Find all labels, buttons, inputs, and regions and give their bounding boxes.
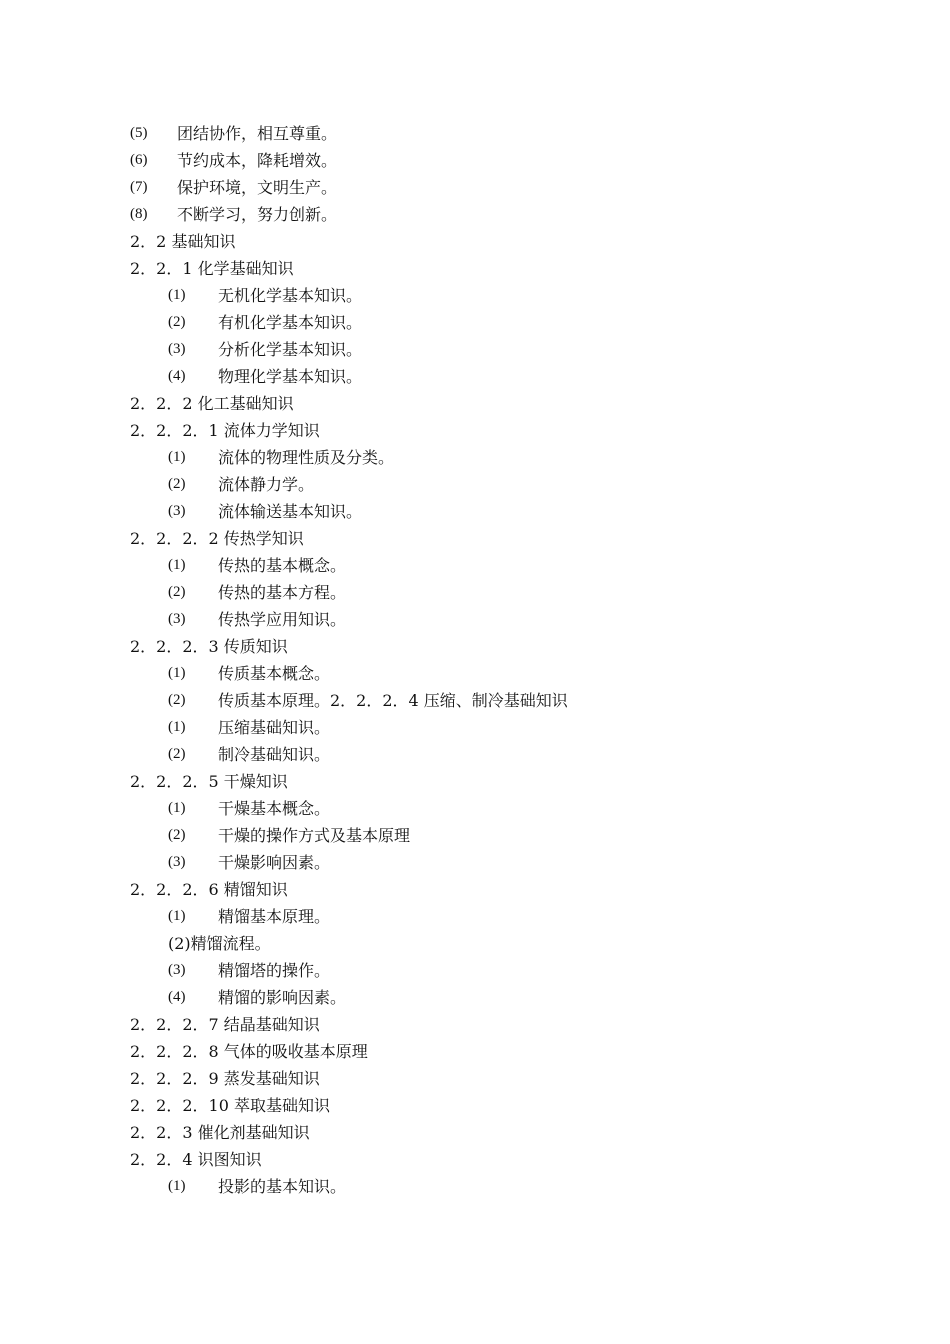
- list-item-text: 精馏基本原理。: [218, 907, 331, 926]
- list-item: [0, 606, 950, 633]
- list-item: [0, 282, 950, 309]
- list-item-number: (1): [168, 719, 186, 735]
- list-item-text: 分析化学基本知识。: [218, 340, 363, 359]
- list-item: [0, 1173, 950, 1200]
- list-item-number: (1): [168, 908, 186, 924]
- list-item-text: 精馏的影响因素。: [218, 988, 347, 1007]
- list-item-number: (4): [168, 368, 186, 384]
- list-item-text: 压缩基础知识。: [218, 718, 331, 737]
- list-item-text: 节约成本，降耗增效。: [177, 151, 338, 170]
- list-item-text: 传热的基本概念。: [218, 556, 347, 575]
- list-item-number: (6): [130, 152, 148, 168]
- section-heading: 2．2．3 催化剂基础知识: [130, 1123, 310, 1142]
- list-item: [0, 363, 950, 390]
- list-item: [0, 687, 950, 714]
- list-item-number: (1): [168, 665, 186, 681]
- list-item-text: 保护环境，文明生产。: [177, 178, 338, 197]
- section-heading: 2．2 基础知识: [130, 232, 236, 251]
- document-page: [0, 120, 950, 1200]
- list-item-number: (3): [168, 611, 186, 627]
- list-item: [0, 903, 950, 930]
- list-item-text: 制冷基础知识。: [218, 745, 331, 764]
- list-item: [0, 741, 950, 768]
- section-heading: 2．2．4 识图知识: [130, 1150, 262, 1169]
- list-item: [0, 849, 950, 876]
- section-heading: 2．2．2．9 蒸发基础知识: [130, 1069, 320, 1088]
- list-item: (2)精馏流程。: [168, 934, 271, 953]
- list-item: [0, 957, 950, 984]
- list-item: [0, 444, 950, 471]
- section-heading: 2．2．2．3 传质知识: [130, 637, 288, 656]
- list-item: [0, 174, 950, 201]
- list-item-number: (5): [130, 125, 148, 141]
- list-item-number: (1): [168, 557, 186, 573]
- list-item-text: 流体输送基本知识。: [218, 502, 363, 521]
- list-item: [0, 552, 950, 579]
- list-item-text: 干燥影响因素。: [218, 853, 331, 872]
- section-heading: 2．2．2．5 干燥知识: [130, 772, 288, 791]
- list-item-number: (2): [168, 314, 186, 330]
- section-heading: 2．2．2．6 精馏知识: [130, 880, 288, 899]
- list-item: [0, 120, 950, 147]
- list-item: [0, 822, 950, 849]
- list-item-number: (2): [168, 827, 186, 843]
- list-item-text: 传热的基本方程。: [218, 583, 347, 602]
- list-item-text: 有机化学基本知识。: [218, 313, 363, 332]
- list-item-text: 精馏塔的操作。: [218, 961, 331, 980]
- list-item-text: 传质基本概念。: [218, 664, 331, 683]
- section-heading: 2．2．2 化工基础知识: [130, 394, 294, 413]
- list-item-text: 干燥的操作方式及基本原理: [218, 826, 411, 845]
- list-item: [0, 147, 950, 174]
- list-item-number: (3): [168, 854, 186, 870]
- list-item: [0, 201, 950, 228]
- section-heading: 2．2．1 化学基础知识: [130, 259, 294, 278]
- list-item-number: (1): [168, 800, 186, 816]
- list-item-number: (3): [168, 503, 186, 519]
- section-heading: 2．2．2．1 流体力学知识: [130, 421, 320, 440]
- list-item: [0, 579, 950, 606]
- list-item: [0, 984, 950, 1011]
- section-heading: 2．2．2．8 气体的吸收基本原理: [130, 1042, 368, 1061]
- list-item: [0, 795, 950, 822]
- list-item-number: (1): [168, 287, 186, 303]
- list-item-text: 投影的基本知识。: [218, 1177, 347, 1196]
- list-item-text: 流体静力学。: [218, 475, 315, 494]
- list-item-text: 无机化学基本知识。: [218, 286, 363, 305]
- list-item-number: (4): [168, 989, 186, 1005]
- list-item-number: (1): [168, 1178, 186, 1194]
- list-item-number: (2): [168, 746, 186, 762]
- list-item: [0, 660, 950, 687]
- section-heading: 2．2．2．2 传热学知识: [130, 529, 304, 548]
- list-item: [0, 714, 950, 741]
- list-item-number: (7): [130, 179, 148, 195]
- list-item-number: (1): [168, 449, 186, 465]
- list-item-number: (2): [168, 692, 186, 708]
- section-heading: 2．2．2．10 萃取基础知识: [130, 1096, 330, 1115]
- list-item-text: 传热学应用知识。: [218, 610, 347, 629]
- list-item-text: 传质基本原理。2．2．2．4 压缩、制冷基础知识: [218, 691, 568, 710]
- list-item-text: 团结协作，相互尊重。: [177, 124, 338, 143]
- list-item-text: 流体的物理性质及分类。: [218, 448, 395, 467]
- list-item: [0, 336, 950, 363]
- list-item-number: (2): [168, 476, 186, 492]
- list-item: [0, 498, 950, 525]
- list-item-text: 干燥基本概念。: [218, 799, 331, 818]
- section-heading: 2．2．2．7 结晶基础知识: [130, 1015, 320, 1034]
- list-item-number: (2): [168, 584, 186, 600]
- list-item-text: 不断学习，努力创新。: [177, 205, 338, 224]
- list-item-number: (3): [168, 341, 186, 357]
- list-item-number: (3): [168, 962, 186, 978]
- list-item-number: (8): [130, 206, 148, 222]
- list-item-text: 物理化学基本知识。: [218, 367, 363, 386]
- list-item: [0, 309, 950, 336]
- list-item: [0, 471, 950, 498]
